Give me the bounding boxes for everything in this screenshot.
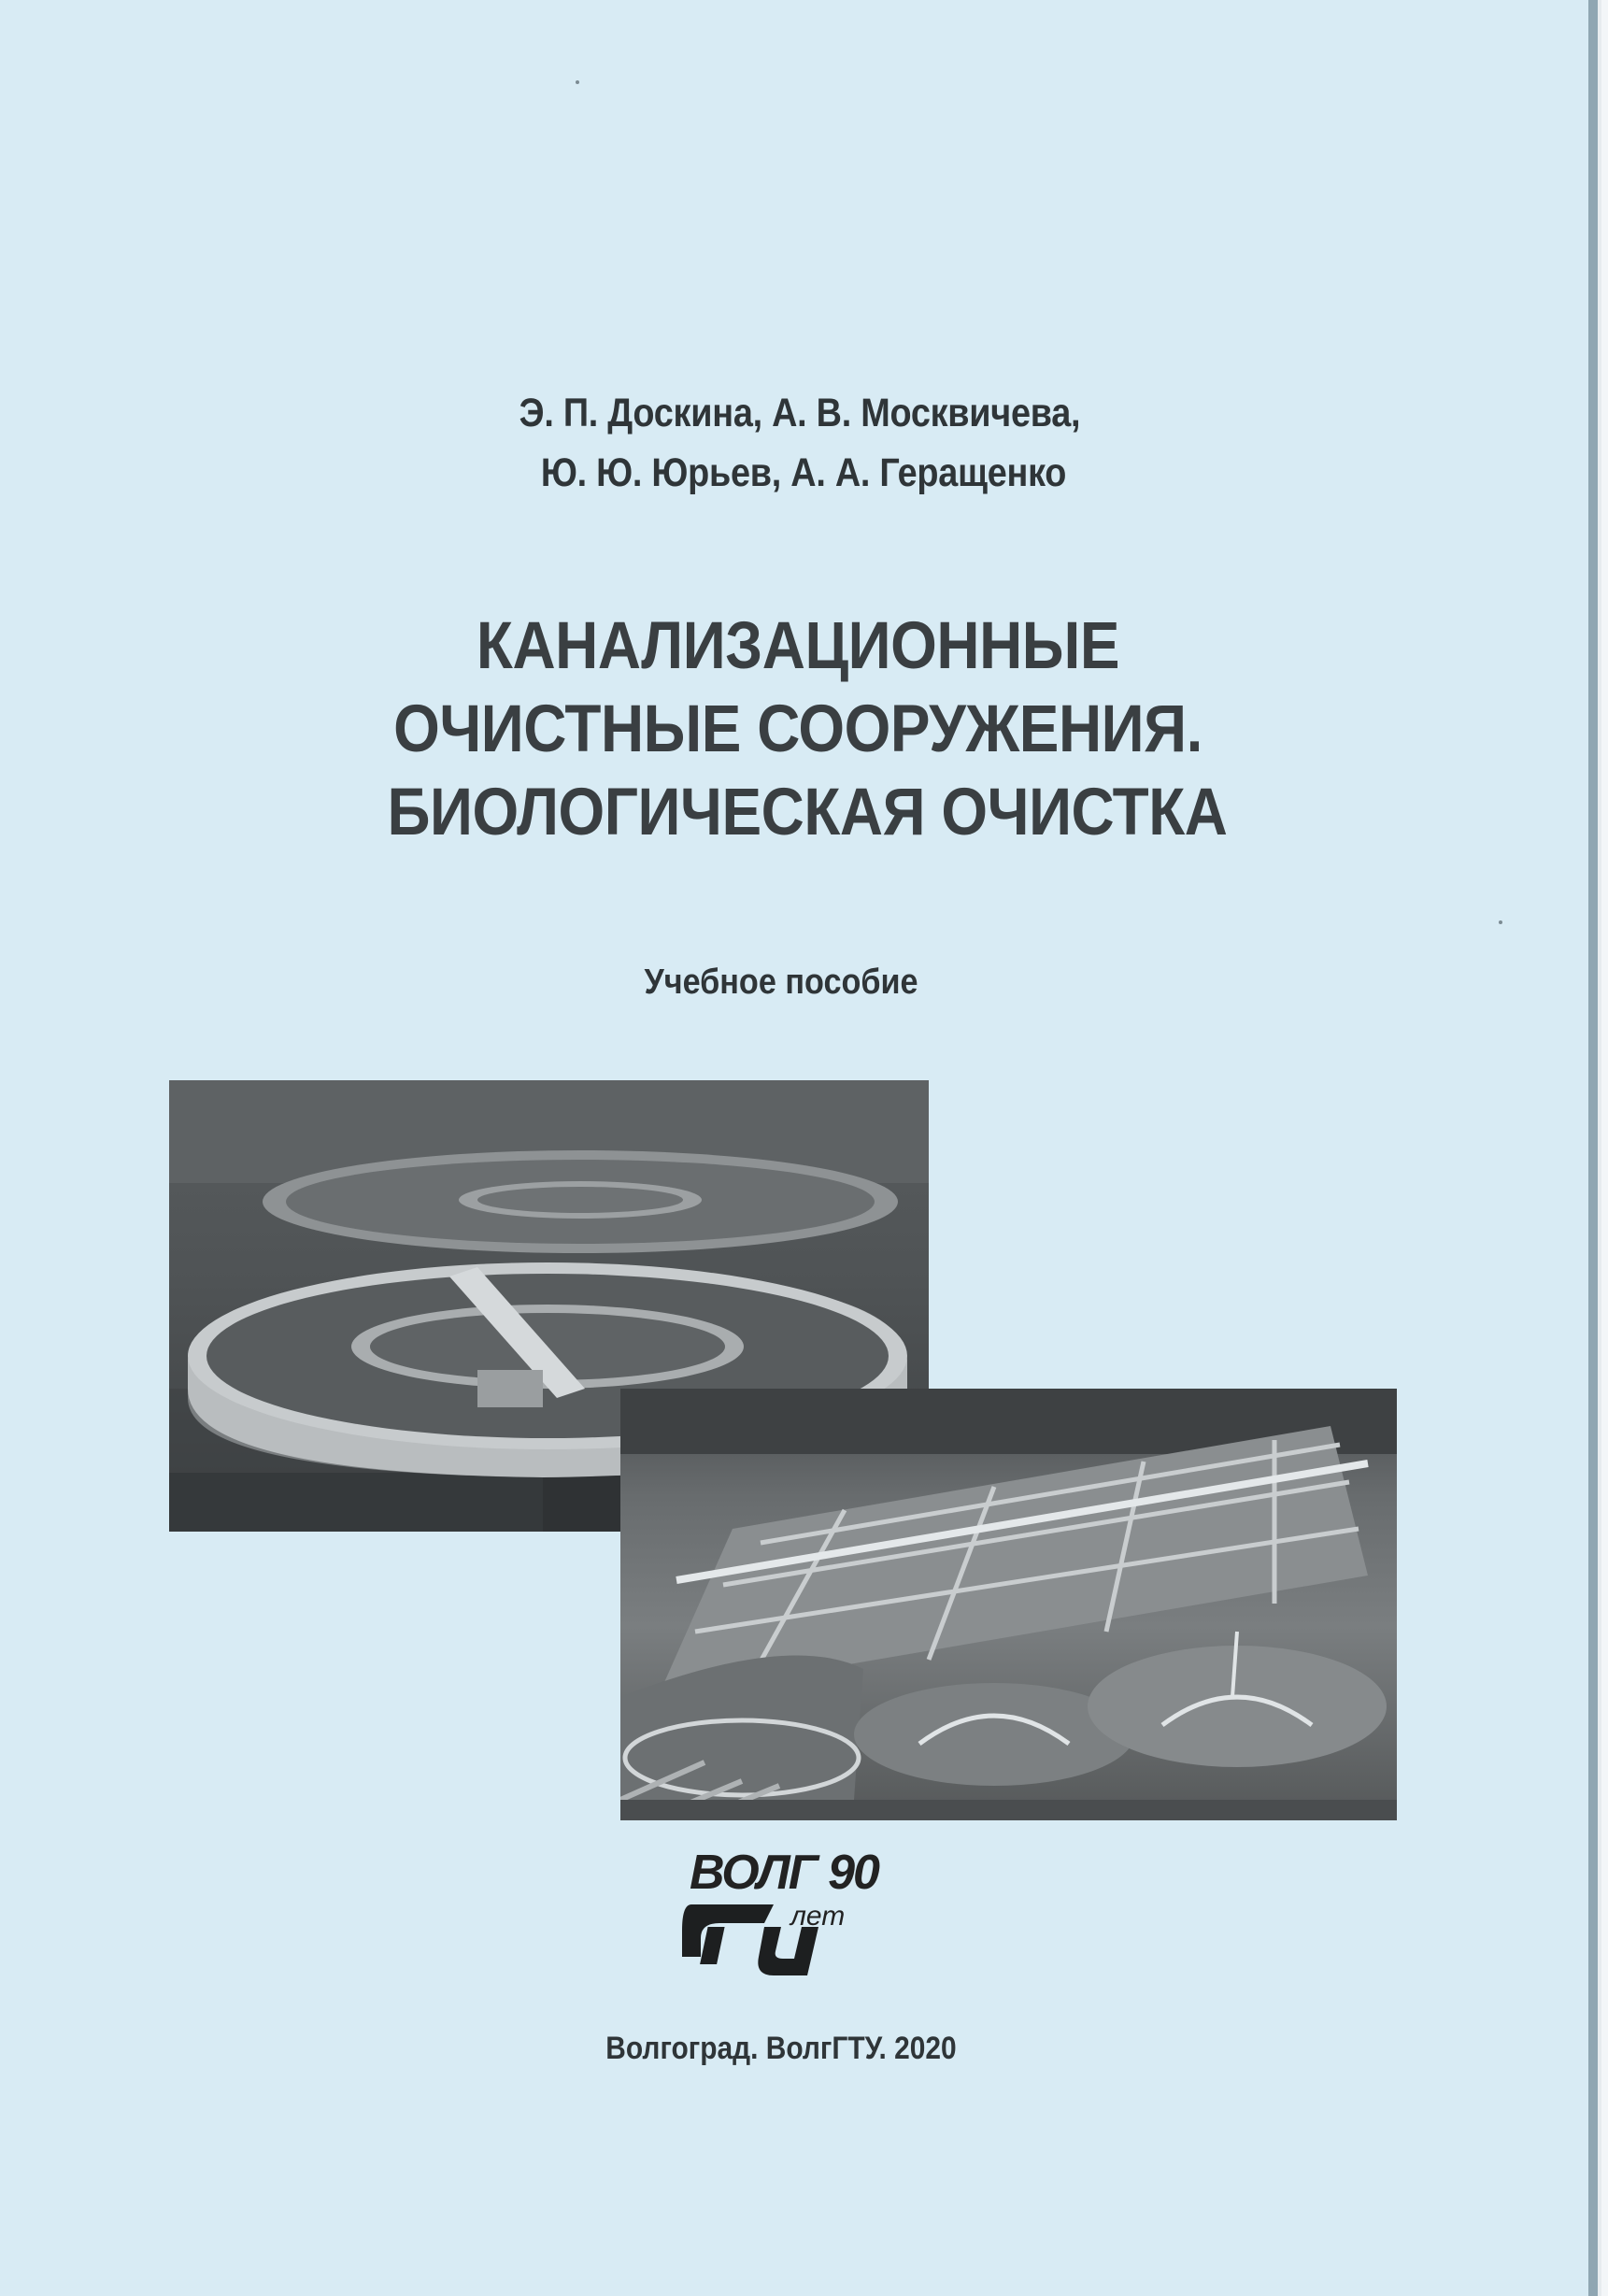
scan-speck — [576, 80, 579, 84]
authors-line-1: Э. П. Доскина, А. В. Москвичева, — [519, 391, 1081, 435]
title-line-1: КАНАЛИЗАЦИОННЫЕ — [476, 609, 1120, 683]
title-line-2: ОЧИСТНЫЕ СООРУЖЕНИЯ. — [393, 692, 1202, 766]
imprint: Волгоград. ВолгГТУ. 2020 — [605, 2031, 957, 2066]
authors-line-2: Ю. Ю. Юрьев, А. А. Геращенко — [540, 450, 1067, 495]
volggtu-logo — [654, 1837, 906, 1977]
logo-text-years: лет — [790, 1901, 846, 1932]
title-line-3: БИОЛОГИЧЕСКАЯ ОЧИСТКА — [387, 776, 1228, 849]
aeration-tanks-photo — [620, 1389, 1397, 1820]
aeration-tanks-illustration — [620, 1389, 1397, 1820]
logo-text-top: ВОЛГ 90 — [690, 1846, 878, 1900]
subtitle: Учебное пособие — [644, 963, 918, 1002]
scan-speck — [1499, 920, 1502, 924]
